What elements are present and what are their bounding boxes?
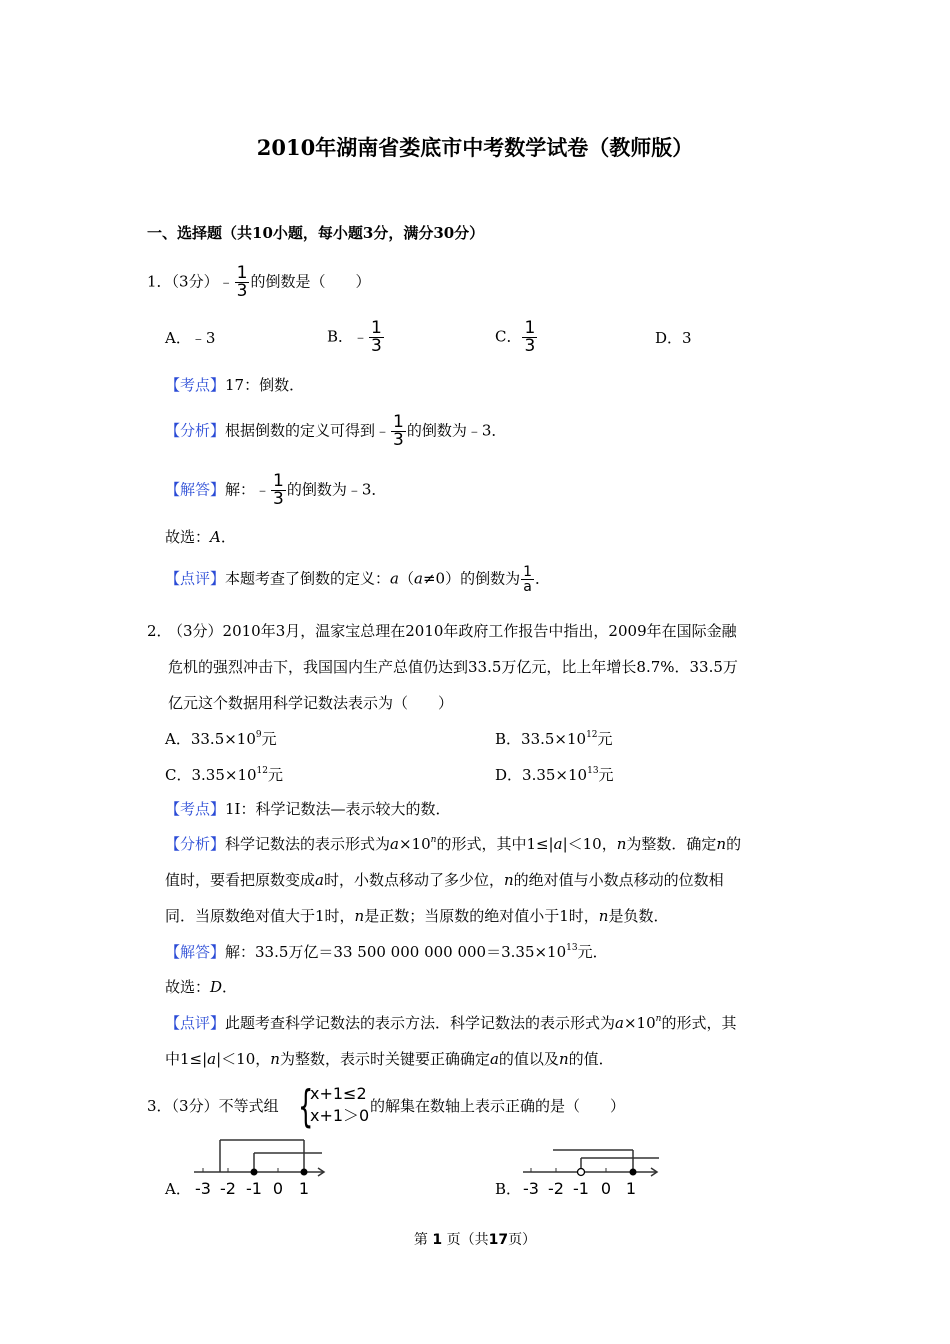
page-number: 1	[432, 1232, 443, 1248]
kaodian: 【考点】17：倒数．	[165, 376, 305, 394]
closed-point	[301, 1169, 308, 1176]
tick-label: -2	[220, 1179, 236, 1198]
tick-label: 1	[298, 1179, 310, 1198]
inequality-2: x+1＞0	[310, 1106, 370, 1125]
answer-line: 故选：D．	[165, 978, 238, 996]
option-a-label: A．	[165, 1180, 191, 1198]
question-2-line: 亿元这个数据用科学记数法表示为（ ）	[168, 694, 454, 712]
option-d: D．$3.35\times 10^{13}$元	[495, 766, 614, 784]
section-heading: 一、选择题（共10小题，每小题3分，满分30分）	[147, 224, 485, 242]
jieda: 【解答】解：33.5万亿＝33 500 000 000 $000=3.35\times 10^{13}$元．	[165, 943, 608, 961]
number-line-a	[190, 1132, 330, 1202]
option-b: B．﹣ $\frac{1}{3}$	[327, 318, 382, 356]
dianping: 【点评】本题考查了倒数的定义：a（a≠0）的倒数为 $\frac{1}{a}$ ．	[165, 564, 551, 595]
tick-label: 0	[272, 1179, 284, 1198]
closed-point	[251, 1169, 258, 1176]
jieda-tag: 【解答】	[165, 943, 226, 961]
option-c: C． $\frac{1}{3}$	[495, 318, 536, 356]
dianping-line: 中1≤|a|＜10，n为整数，表示时关键要正确确定a的值以及n的值．	[165, 1050, 614, 1068]
jieda: 【解答】解：﹣ $\frac{1}{3}$ 的倒数为﹣3．	[165, 471, 387, 509]
option-a: A．$33.5\times 10^9$元	[165, 730, 277, 748]
question-number: 3．	[147, 1097, 172, 1115]
kaodian-tag: 【考点】	[165, 376, 226, 394]
jieda-tag: 【解答】	[165, 480, 226, 499]
fraction: $\frac{1}{3}$	[273, 471, 284, 509]
number-line-b	[517, 1140, 662, 1202]
dianping-tag: 【点评】	[165, 569, 226, 588]
fenxi-line: 同．当原数绝对值大于1时，n是正数；当原数的绝对值小于1时，n是负数．	[165, 907, 669, 925]
answer-line: 故选：A．	[165, 528, 236, 546]
option-b-label: B．	[495, 1180, 522, 1198]
kaodian-tag: 【考点】	[165, 800, 226, 818]
question-1	[147, 265, 370, 300]
option-c: C．$3.35\times 10^{12}$元	[165, 766, 283, 784]
page-total: 17	[488, 1232, 509, 1248]
answer: A	[210, 528, 221, 546]
tick-label: 1	[625, 1179, 637, 1198]
dianping: 【点评】此题考查科学记数法的表示方法．科学记数法的表示形式为$a\times 10^n$的形式，其	[165, 1014, 737, 1032]
tick-label: -3	[195, 1179, 211, 1198]
answer: D	[210, 978, 223, 996]
question-stem: 的倒数是（ ）	[250, 272, 371, 291]
fraction: $\frac{1}{3}$	[524, 318, 536, 356]
fenxi-line: 值时，要看把原数变成a时，小数点移动了多少位，n的绝对值与小数点移动的位数相	[165, 871, 724, 889]
fraction: $\frac{1}{3}$	[393, 412, 404, 450]
open-point	[578, 1169, 585, 1176]
fenxi-tag: 【分析】	[165, 421, 226, 440]
tick-label: -2	[548, 1179, 564, 1198]
question-number: 2．	[147, 622, 172, 640]
neg-sign: ﹣	[218, 272, 234, 291]
question-2-line: 危机的强烈冲击下，我国国内生产总值仍达到33.5万亿元，比上年增长8.7%．33.5万	[168, 658, 738, 676]
fraction: $\frac{1}{a}$	[523, 564, 532, 595]
question-3: 3．（3分）不等式组	[147, 1097, 279, 1115]
fenxi: 【分析】根据倒数的定义可得到﹣ $\frac{1}{3}$ 的倒数为﹣3．	[165, 412, 507, 450]
dianping-tag: 【点评】	[165, 1014, 226, 1032]
inequality-1: x+1≤2	[310, 1084, 367, 1103]
tick-label: -1	[246, 1179, 262, 1198]
option-a: A．﹣3	[165, 329, 216, 347]
fenxi-tag: 【分析】	[165, 835, 226, 853]
tick-label: -3	[523, 1179, 539, 1198]
question-stem: 的解集在数轴上表示正确的是（ ）	[370, 1097, 626, 1115]
left-brace: {	[298, 1081, 314, 1132]
closed-point	[630, 1169, 637, 1176]
tick-label: 0	[600, 1179, 612, 1198]
question-score: （3分）	[171, 272, 219, 291]
question-number: 1．	[147, 272, 172, 291]
fraction: $\frac{1}{3}$	[371, 318, 382, 356]
page-footer: 第 1 页（共17页）	[413, 1232, 537, 1248]
question-2-line: （3分）2010年3月，温家宝总理在2010年政府工作报告中指出，2009年在国际金融	[168, 622, 737, 640]
fenxi: 【分析】科学记数法的表示形式为$a\times 10^n$的形式，其中1≤|a|＜10，n为整数．确定n的	[165, 835, 742, 853]
fraction: $\frac{1}{3}$	[236, 263, 248, 301]
kaodian: 【考点】1I：科学记数法—表示较大的数．	[165, 800, 451, 818]
option-d: D．3	[655, 329, 692, 347]
page-title: 2010年湖南省娄底市中考数学试卷（教师版）	[256, 135, 694, 160]
option-b: B．$33.5\times 10^{12}$元	[495, 730, 613, 748]
tick-label: -1	[573, 1179, 589, 1198]
